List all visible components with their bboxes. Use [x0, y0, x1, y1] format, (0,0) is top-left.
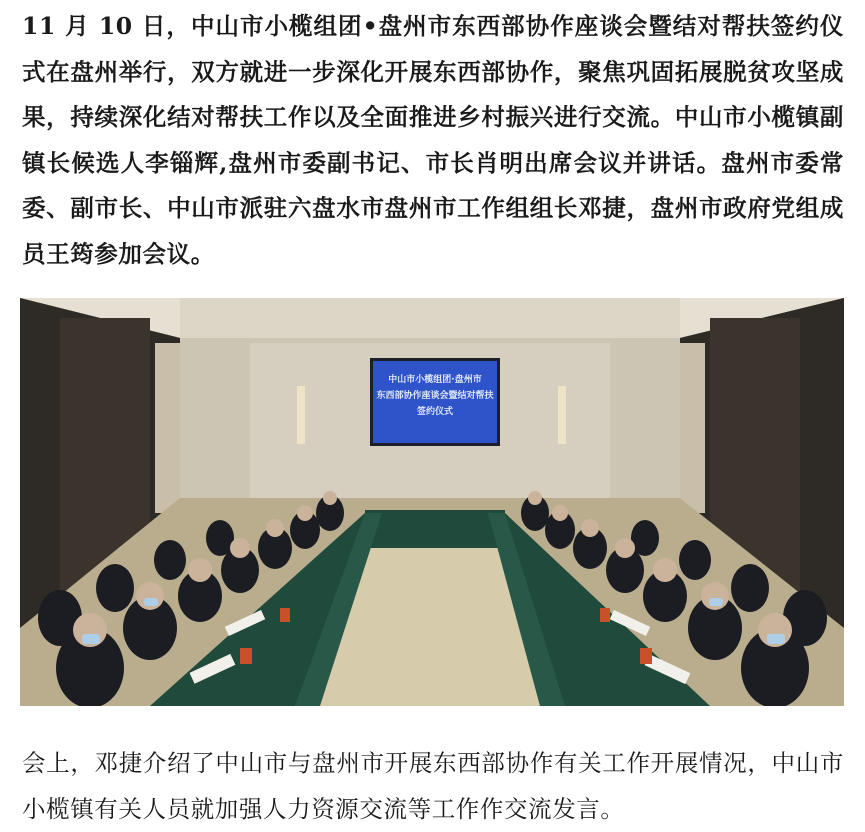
screen-line-1: 中山市小榄组团·盘州市: [388, 375, 482, 385]
screen-line-3: 签约仪式: [416, 407, 454, 417]
meeting-paragraph: 会上，邓捷介绍了中山市与盘州市开展东西部协作有关工作开展情况，中山市小榄镇有关人员就加强人力资源交流等工作作交流发言。: [22, 749, 844, 823]
intro-paragraph: 11 月 10 日，中山市小榄组团•盘州市东西部协作座谈会暨结对帮扶签约仪式在盘州举行，双方就进一步深化开展东西部协作，聚焦巩固拓展脱贫攻坚成果，持续深化结对帮扶工作以及全面推进乡村振兴进行交流。中山市小榄镇副镇长候选人李锱辉,盘州市委副书记、市长肖明出席会议并讲话。盘州市委常委、副市长、中山市派驻六盘水市盘州市工作组组长邓捷，盘州市政府党组成员王筠参加会议。: [22, 12, 844, 268]
screen-line-2: 东西部协作座谈会暨结对帮扶: [376, 391, 494, 401]
projection-screen: [373, 361, 497, 443]
meeting-photo: [20, 298, 844, 706]
head-table: [365, 510, 505, 548]
